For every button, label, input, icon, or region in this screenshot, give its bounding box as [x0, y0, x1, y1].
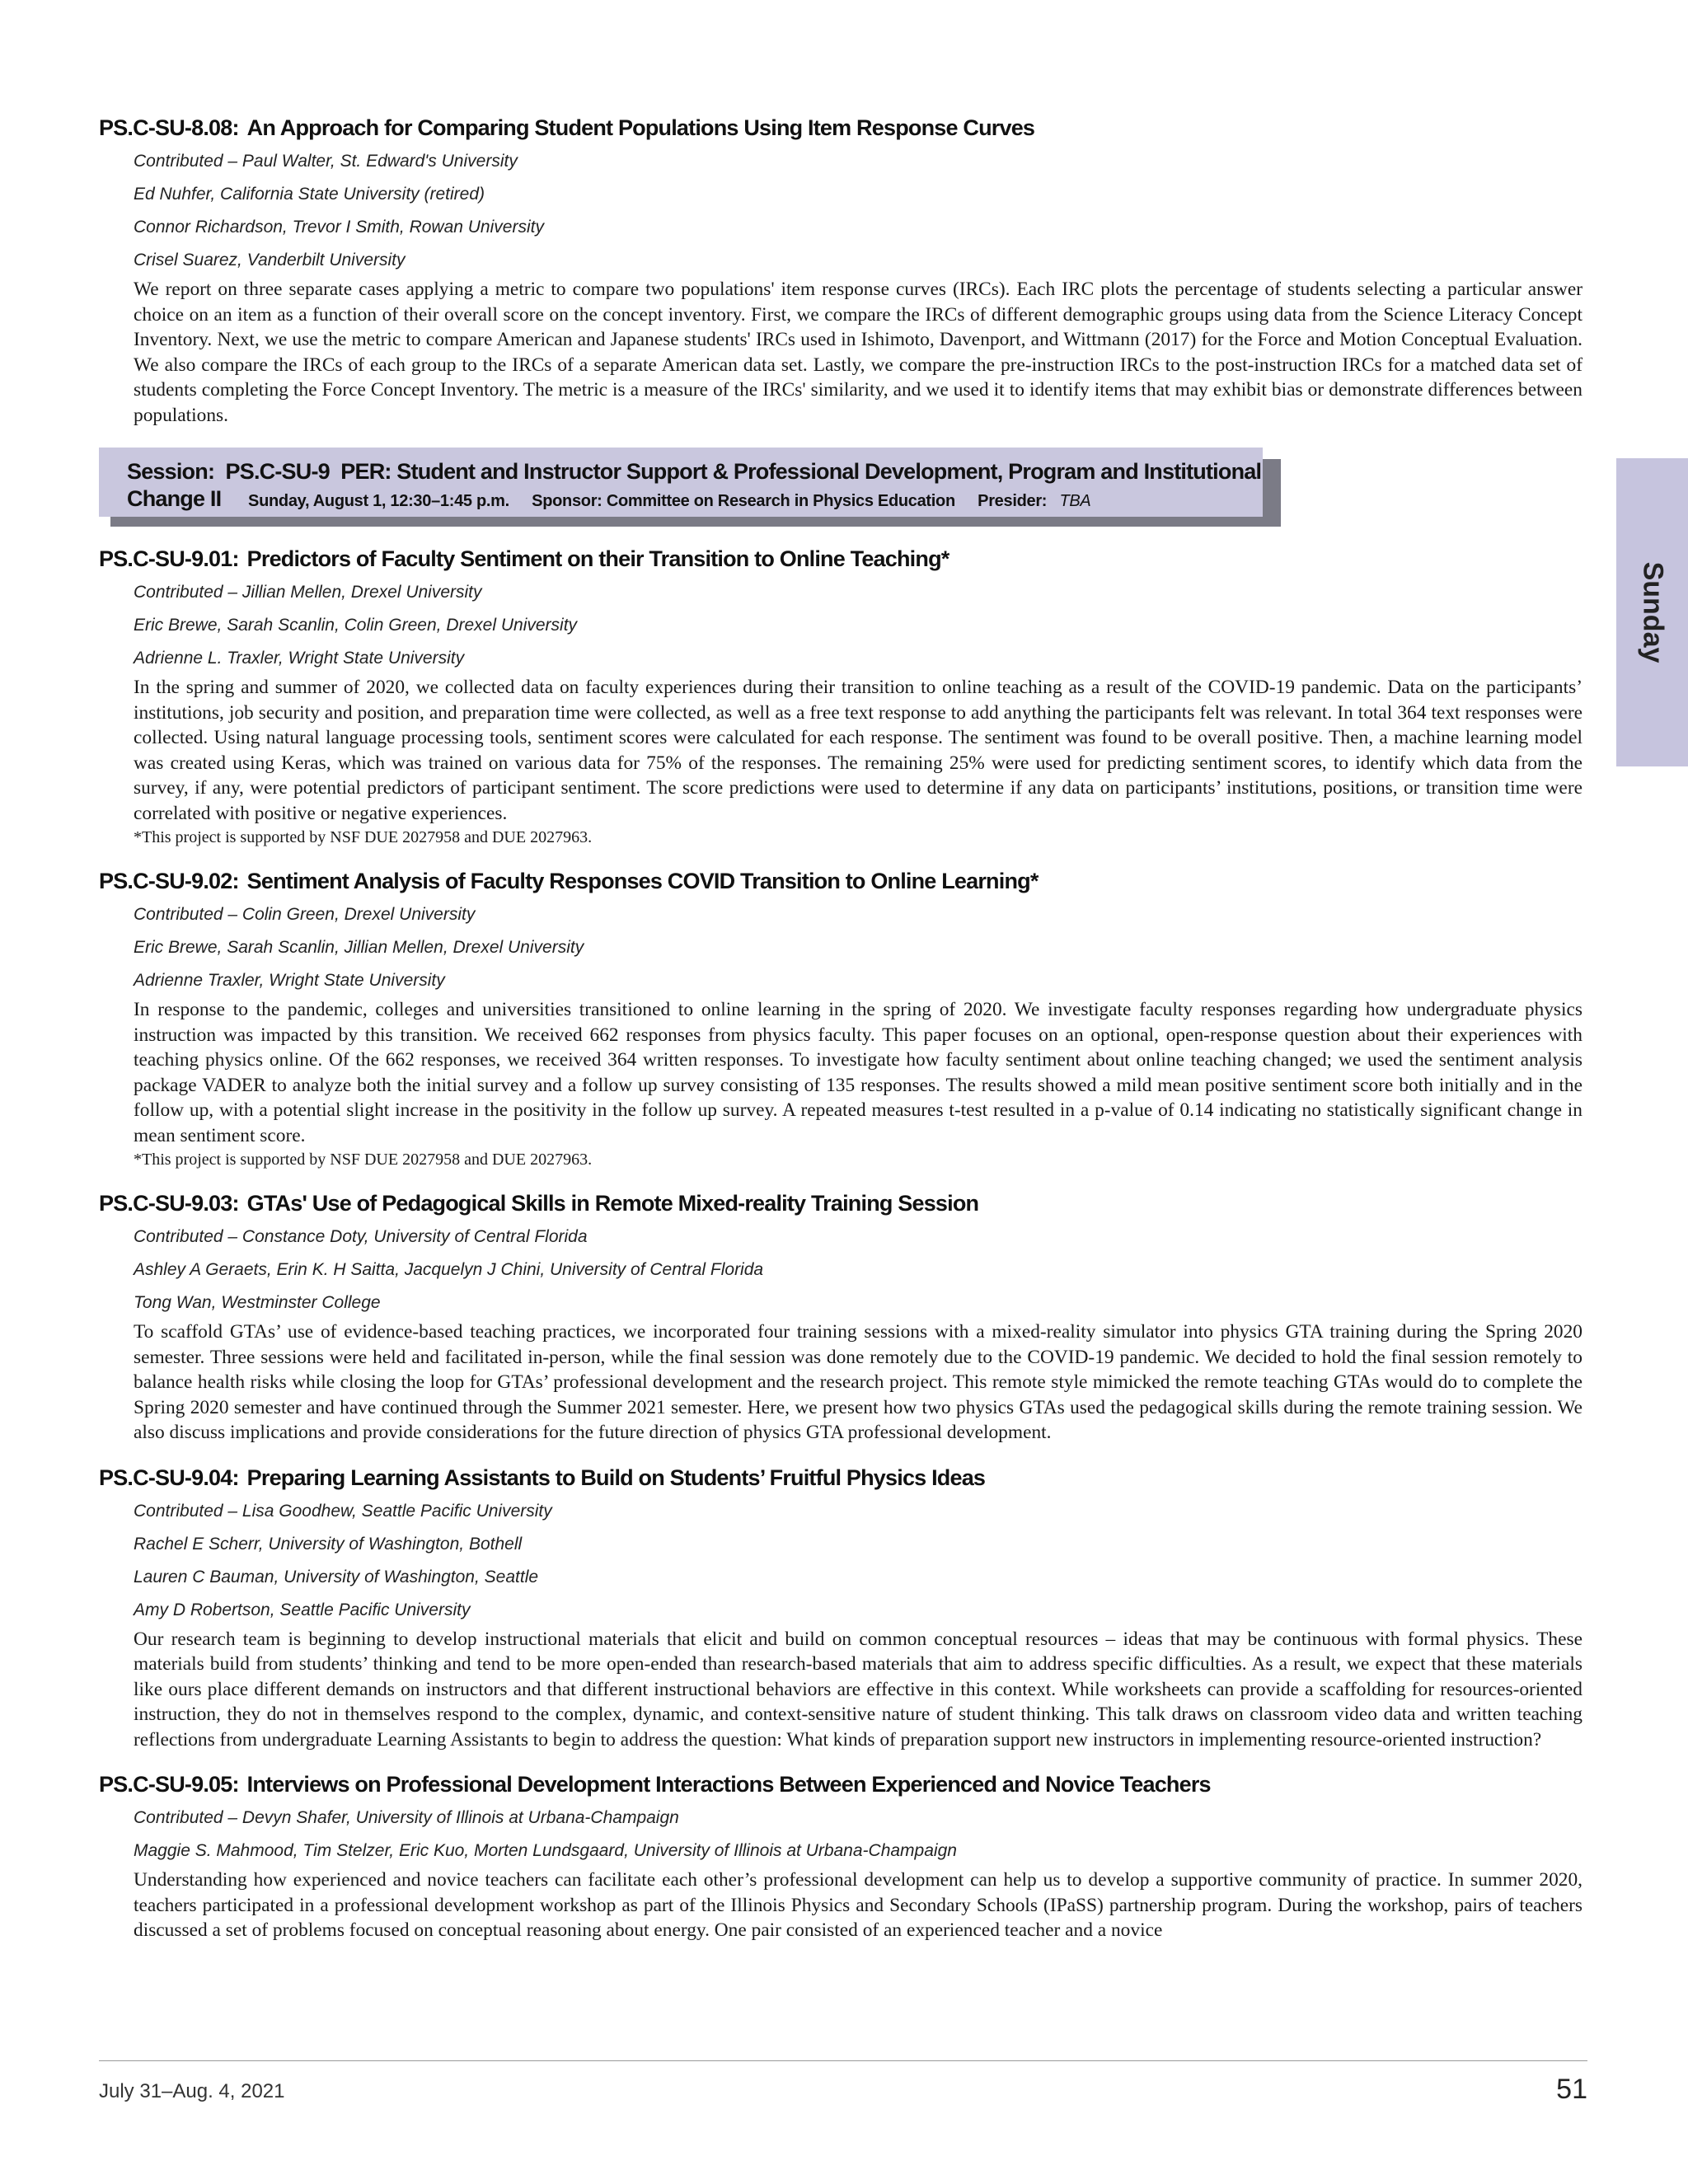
- author-line: Adrienne L. Traxler, Wright State University: [134, 649, 465, 668]
- abstract-title: [99, 545, 1591, 573]
- footer-divider: [99, 2060, 1587, 2061]
- abstract-title: [99, 1770, 1591, 1798]
- abstract-code: PS.C-SU-8.08:: [99, 115, 239, 140]
- author-line: Ed Nuhfer, California State University (retired): [134, 185, 485, 204]
- author-line: Eric Brewe, Sarah Scanlin, Colin Green, Drexel University: [134, 616, 578, 635]
- author-line: Maggie S. Mahmood, Tim Stelzer, Eric Kuo, Morten Lundsgaard, University of Illinois at Urbana-Champaign: [134, 1841, 957, 1860]
- abstract-title: [99, 114, 1591, 142]
- session-title-line1: [127, 457, 1263, 485]
- session-title-line2: [127, 485, 1263, 514]
- abstract-code: PS.C-SU-9.02:: [99, 869, 239, 893]
- abstract-9-02: [99, 867, 1591, 1171]
- page-number: 51: [1556, 2074, 1587, 2105]
- abstract-9-04: [99, 1464, 1591, 1753]
- sponsor-label: Sponsor:: [532, 492, 603, 510]
- author-list: [134, 576, 1591, 675]
- abstract-body: To scaffold GTAs’ use of evidence-based teaching practices, we incorporated four training sessions with a mixed-reality simulator into physics GTA training during the Spring 2020 semester. Three sessions were held and facilitated in-person, while the final session was done remotely due to the COVID-19 pandemic. We decided to hold the final session remotely to balance health risks while closing the loop for GTAs’ professional development and the research project. This remote style mimicked the remote teaching GTAs would do to complete the Spring 2020 semester and have continued through the Summer 2021 semester. Here, we present how two physics GTAs used the pedagogical skills during the remote training session. We also discuss implications and provide considerations for the future direction of physics GTA professional development.: [134, 1321, 1582, 1443]
- abstract-code: PS.C-SU-9.05:: [99, 1772, 239, 1797]
- abstract-9-05: [99, 1770, 1591, 1943]
- abstract-body: In the spring and summer of 2020, we collected data on faculty experiences during their transition to online teaching as a result of the COVID-19 pandemic. Data on the participants’ institutions, job security and position, and preparation time were collected, as well as a free text response to add anything the participants felt was relevant. In total 364 text responses were collected. Using natural language processing tools, sentiment scores were calculated for each response. The sentiment was found to be overall positive. Then, a machine learning model was created using Keras, which was trained on various data for 75% of the responses. The remaining 25% were used for predicting sentiment scores, to identify which data from the survey, if any, were potential predictors of participant sentiment. The score predictions were used to determine if any data on participants’ institutions, positions, or transition time were correlated with positive or negative experiences.: [134, 677, 1582, 824]
- abstract-title-text: Sentiment Analysis of Faculty Responses COVID Transition to Online Learning*: [246, 869, 1039, 893]
- author-line: Adrienne Traxler, Wright State University: [134, 971, 445, 990]
- author-list: [134, 1495, 1591, 1627]
- abstract-title-text: GTAs' Use of Pedagogical Skills in Remote Mixed-reality Training Session: [246, 1191, 979, 1216]
- page-content: [99, 114, 1591, 1961]
- author-list: [134, 898, 1591, 997]
- author-line: Contributed – Colin Green, Drexel University: [134, 905, 476, 924]
- author-list: [134, 1221, 1591, 1319]
- abstract-8-08: [99, 114, 1591, 428]
- presider-name: TBA: [1059, 492, 1091, 510]
- abstract-body: We report on three separate cases applying a metric to compare two populations' item response curves (IRCs). Each IRC plots the percentage of students selecting a particular answer choice on an item as a function of their overall score on the concept inventory. First, we compare the IRCs of different demographic groups using data from the Science Literacy Concept Inventory. Next, we use the metric to compare American and Japanese students' IRCs used in Ishimoto, Davenport, and Wittmann (2017) for the Force and Motion Conceptual Evaluation. We also compare the IRCs of each group to the IRCs of a separate American data set. Lastly, we compare the pre-instruction IRCs to the post-instruction IRCs for a matched data set of students completing the Force Concept Inventory. The metric is a measure of the IRCs' similarity, and we used it to identify items that may exhibit bias or demonstrate differences between populations.: [134, 279, 1582, 426]
- author-line: Tong Wan, Westminster College: [134, 1293, 381, 1312]
- author-line: Contributed – Jillian Mellen, Drexel University: [134, 583, 482, 602]
- abstract-title-text: An Approach for Comparing Student Populations Using Item Response Curves: [246, 115, 1035, 140]
- abstract-code: PS.C-SU-9.01:: [99, 546, 239, 571]
- abstract-title-text: Preparing Learning Assistants to Build on Students’ Fruitful Physics Ideas: [246, 1465, 986, 1490]
- author-line: Rachel E Scherr, University of Washington, Bothell: [134, 1534, 523, 1554]
- sponsor-name: Committee on Research in Physics Education: [606, 492, 955, 510]
- author-line: Contributed – Paul Walter, St. Edward's University: [134, 152, 518, 171]
- session-meta: [248, 492, 1090, 510]
- abstract-9-01: [99, 545, 1591, 849]
- author-line: Amy D Robertson, Seattle Pacific University: [134, 1600, 471, 1619]
- abstract-title-text: Predictors of Faculty Sentiment on their Transition to Online Teaching*: [246, 546, 950, 571]
- abstract-9-03: [99, 1189, 1591, 1446]
- session-code: PS.C-SU-9: [225, 459, 330, 484]
- abstract-footnote: *This project is supported by NSF DUE 2027958 and DUE 2027963.: [134, 1151, 593, 1169]
- author-line: Crisel Suarez, Vanderbilt University: [134, 251, 406, 269]
- abstract-title: [99, 867, 1591, 895]
- abstract-body: Understanding how experienced and novice teachers can facilitate each other’s professional development can help us to develop a supportive community of practice. In summer 2020, teachers participated in a professional development workshop as part of the Illinois Physics and Secondary Schools (IPaSS) partnership program. During the workshop, pairs of teachers discussed a set of problems focused on conceptual reasoning about energy. One pair consisted of an experienced teacher and a novice: [134, 1869, 1582, 1941]
- session-header: [99, 448, 1591, 528]
- author-line: Contributed – Lisa Goodhew, Seattle Pacific University: [134, 1501, 552, 1521]
- author-line: Lauren C Bauman, University of Washington, Seattle: [134, 1567, 539, 1586]
- author-list: [134, 145, 1591, 277]
- author-line: Eric Brewe, Sarah Scanlin, Jillian Mellen, Drexel University: [134, 938, 584, 957]
- abstract-footnote: *This project is supported by NSF DUE 2027958 and DUE 2027963.: [134, 828, 593, 846]
- author-line: Connor Richardson, Trevor I Smith, Rowan University: [134, 218, 544, 237]
- abstract-body: In response to the pandemic, colleges and universities transitioned to online learning in the spring of 2020. We investigate faculty responses regarding how undergraduate physics instruction was impacted by this transition. We received 662 responses from physics faculty. This paper focuses on an optional, open-response question about their experiences with teaching physics online. Of the 662 responses, we received 364 written responses. To investigate how faculty sentiment about online teaching changed; we used the sentiment analysis package VADER to analyze both the initial survey and a follow up survey consisting of 135 responses. The results showed a mild mean positive sentiment score both initially and in the follow up, with a potential slight increase in the positivity in the follow up survey. A repeated measures t-test resulted in a p-value of 0.14 indicating no statistically significant change in mean sentiment score.: [134, 999, 1582, 1146]
- presider-label: Presider:: [978, 492, 1048, 510]
- day-tab-label: Sunday: [1637, 561, 1668, 663]
- session-title-cont: Change II: [127, 486, 222, 511]
- abstract-title: [99, 1464, 1591, 1492]
- abstract-title: [99, 1189, 1591, 1217]
- author-line: Ashley A Geraets, Erin K. H Saitta, Jacquelyn J Chini, University of Central Florida: [134, 1260, 764, 1279]
- abstract-code: PS.C-SU-9.03:: [99, 1191, 239, 1216]
- author-line: Contributed – Devyn Shafer, University of Illinois at Urbana-Champaign: [134, 1808, 679, 1827]
- abstract-code: PS.C-SU-9.04:: [99, 1465, 239, 1490]
- session-header-box: [99, 448, 1263, 517]
- session-title: PER: Student and Instructor Support & Professional Development, Program and Institutional: [340, 459, 1262, 484]
- session-label: Session:: [127, 459, 215, 484]
- session-datetime: Sunday, August 1, 12:30–1:45 p.m.: [248, 492, 509, 510]
- footer-date: July 31–Aug. 4, 2021: [99, 2080, 285, 2102]
- day-tab: [1616, 458, 1688, 766]
- author-line: Contributed – Constance Doty, University of Central Florida: [134, 1227, 588, 1246]
- abstract-title-text: Interviews on Professional Development Interactions Between Experienced and Novice Teachers: [246, 1772, 1211, 1797]
- abstract-body: Our research team is beginning to develop instructional materials that elicit and build on common conceptual resources – ideas that may be continuous with formal physics. These materials build from students’ thinking and tend to be more open-ended than research-based materials that aim to address specific difficulties. As a result, we expect that these materials like ours place different demands on instructors and that different instructional behaviors are effective in this context. While worksheets can provide a scaffolding for resources-oriented instruction, they do not in themselves respond to the complex, dynamic, and context-sensitive nature of student thinking. This talk draws on classroom video data and written teaching reflections from undergraduate Learning Assistants to begin to address the question: What kinds of preparation support new instructors in implementing resource-oriented instruction?: [134, 1628, 1582, 1750]
- author-list: [134, 1802, 1591, 1868]
